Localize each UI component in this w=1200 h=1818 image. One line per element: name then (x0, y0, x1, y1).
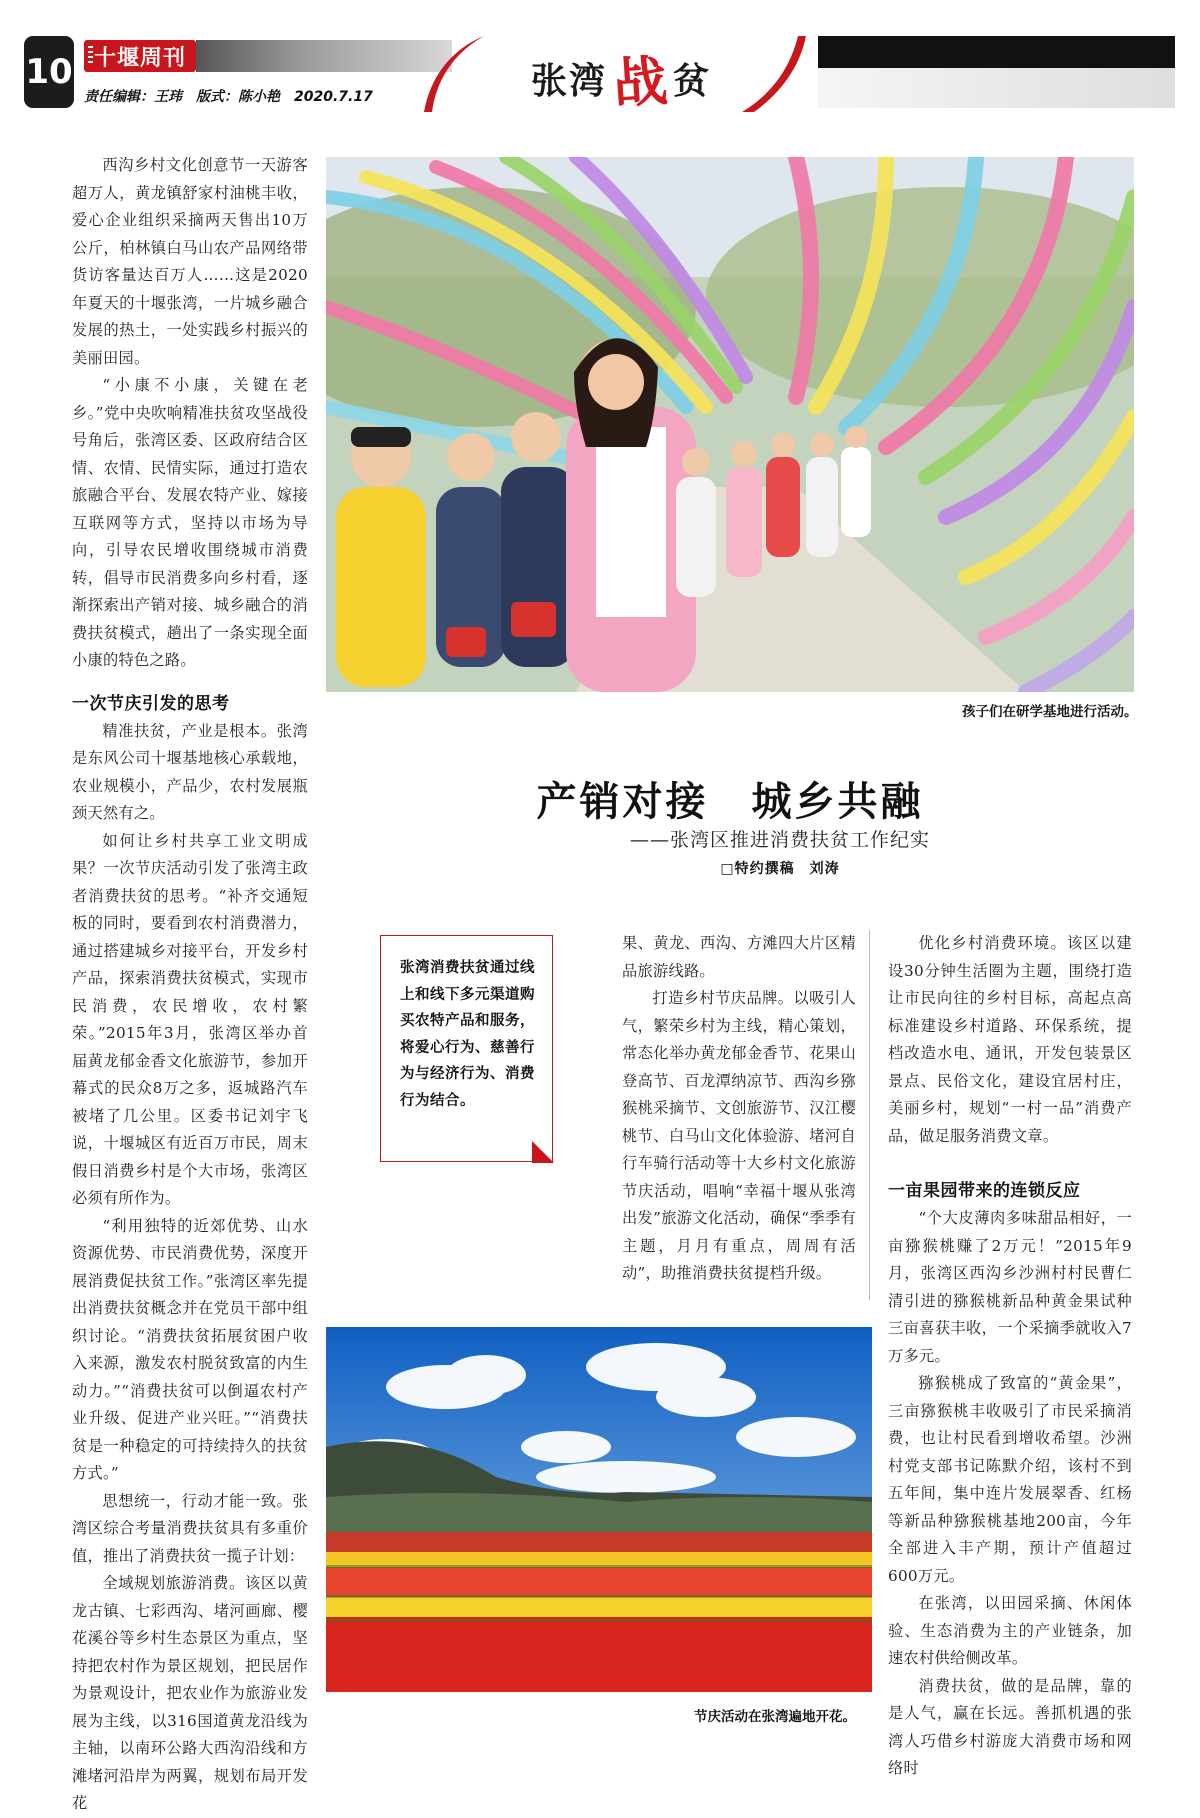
column-divider (869, 930, 870, 1300)
paragraph: 精准扶贫，产业是根本。张湾是东风公司十堰基地核心承载地，农业规模小，产品少，农村发展瓶颈天然有之。 (72, 721, 308, 822)
publication-name: 十堰周刊 (93, 44, 186, 71)
tulip-scene (326, 1327, 872, 1692)
paragraph: 全域规划旅游消费。该区以黄龙古镇、七彩西沟、堵河画廊、樱花溪谷等乡村生态景区为重点，坚持把农村作为景区规划，把民居作为景观设计，把农业作为旅游业发展为主线，以316国道黄龙沿线为主轴，以南环公路大西沟沿线和方滩堵河沿岸为两翼，规划布局开发花 (72, 1574, 308, 1812)
paragraph: 思想统一，行动才能一致。张湾区综合考量消费扶贫具有多重价值，推出了消费扶贫一揽子计划： (72, 1491, 308, 1565)
section-heading: 一亩果园带来的连锁反应 (888, 1181, 1081, 1201)
column-title-part1: 张湾 (530, 59, 607, 102)
column-title (520, 47, 720, 116)
logo-stripes (88, 46, 93, 66)
photo-children-pinwheels (326, 157, 1134, 692)
header-band-left (196, 40, 452, 72)
paragraph: 果、黄龙、西沟、方滩四大片区精品旅游线路。 (622, 934, 856, 980)
header-band-right (818, 36, 1175, 110)
column-title-part3: 贫 (673, 59, 710, 102)
red-swoosh-left-icon (422, 34, 492, 114)
paragraph: 消费扶贫，做的是品牌，靠的是人气，赢在长远。善抓机遇的张湾人巧借乡村游庞大消费市场和网络时 (888, 1676, 1132, 1777)
header-band-light (818, 68, 1175, 108)
article-headline: 产销对接 城乡共融 (536, 778, 924, 825)
text-column-3 (888, 930, 1132, 1783)
header-band-dark (818, 36, 1175, 68)
paragraph: 如何让乡村共享工业文明成果？一次节庆活动引发了张湾主政者消费扶贫的思考。“补齐交通短板的同时，要看到农村消费潜力，通过搭建城乡对接平台，开发乡村产品，探索消费扶贫模式，实现市民消费，农民增收，农村繁荣。”2015年3月，张湾区举办首届黄龙郁金香文化旅游节，参加开幕式的民众8万之多，返城路汽车被堵了几公里。区委书记刘宇飞说，十堰城区有近百万市民，周末假日消费乡村是个大市场，张湾区必须有所作为。 (72, 831, 308, 1207)
paragraph: 优化乡村消费环境。该区以建设30分钟生活圈为主题，围绕打造让市民向往的乡村目标，高起点高标准建设乡村道路、环保系统，提档改造水电、通讯，开发包装景区景点、民俗文化，建设宜居村庄，美丽乡村，规划“一村一品”消费产品，做足服务消费文章。 (888, 934, 1132, 1145)
paragraph: “小康不小康，关键在老乡。”党中央吹响精准扶贫攻坚战役号角后，张湾区委、区政府结合区情、农情、民情实际，通过打造农旅融合平台、发展农特产业、嫁接互联网等方式，坚持以市场为导向，引导农民增收围绕城市消费转，倡导市民消费多向乡村看，逐渐探索出产销对接、城乡融合的消费扶贫模式，趟出了一条实现全面小康的特色之路。 (72, 376, 308, 669)
pull-quote-text: 张湾消费扶贫通过线上和线下多元渠道购买农特产品和服务，将爱心行为、慈善行为与经济行为、消费行为结合。 (400, 959, 535, 1109)
pinwheel-scene (326, 157, 1134, 692)
page-number: 10 (24, 36, 74, 108)
pull-quote-fold-corner (532, 1141, 554, 1163)
text-column-1 (72, 152, 308, 1818)
editor-credits: 责任编辑：王玮 版式：陈小艳 2020.7.17 (84, 89, 373, 105)
photo-tulip-field (326, 1327, 872, 1692)
text-column-2 (622, 930, 856, 1288)
section-heading: 一次节庆引发的思考 (72, 693, 230, 714)
paragraph: “利用独特的近郊优势、山水资源优势、市民消费优势，深度开展消费促扶贫工作。”张湾区率先提出消费扶贫概念并在党员干部中组织讨论。“消费扶贫拓展贫困户收入来源，激发农村脱贫致富的内生动力。”“消费扶贫可以倒逼农村产业升级、促进产业兴旺。”“消费扶贫是一种稳定的可持续持久的扶贫方式。” (72, 1216, 308, 1482)
red-swoosh-right-icon (738, 34, 808, 114)
article-subheadline: ——张湾区推进消费扶贫工作纪实 (629, 829, 930, 851)
column-title-part2: 战 (611, 47, 670, 116)
photo1-caption: 孩子们在研学基地进行活动。 (962, 704, 1138, 720)
article-byline: □特约撰稿 刘涛 (720, 861, 840, 877)
paragraph: “个大皮薄肉多味甜品相好，一亩猕猴桃赚了2万元！”2015年9月，张湾区西沟乡沙洲村村民曹仁清引进的猕猴桃新品种黄金果试种三亩喜获丰收，一个采摘季就收入7万多元。 (888, 1209, 1132, 1365)
paragraph: 西沟乡村文化创意节一天游客超万人，黄龙镇舒家村油桃丰收，爱心企业组织采摘两天售出10万公斤，柏林镇白马山农产品网络带货访客量达百万人……这是2020年夏天的十堰张湾，一片城乡融合发展的热土，一处实践乡村振兴的美丽田园。 (72, 156, 308, 367)
paragraph: 在张湾，以田园采摘、休闲体验、生态消费为主的产业链条，加速农村供给侧改革。 (888, 1594, 1132, 1667)
paragraph: 打造乡村节庆品牌。以吸引人气，繁荣乡村为主线，精心策划，常态化举办黄龙郁金香节、花果山登高节、百龙潭纳凉节、西沟乡猕猴桃采摘节、文创旅游节、汉江樱桃节、白马山文化体验游、堵河自行车骑行活动等十大乡村文化旅游节庆活动，唱响“幸福十堰从张湾出发”旅游文化活动，确保“季季有主题，月月有重点，周周有活动”，助推消费扶贫提档升级。 (622, 989, 856, 1282)
photo2-caption: 节庆活动在张湾遍地开花。 (694, 1709, 856, 1725)
publication-logo (84, 40, 196, 72)
paragraph: 猕猴桃成了致富的“黄金果”，三亩猕猴桃丰收吸引了市民采摘消费，也让村民看到增收希望。沙洲村党支部书记陈默介绍，该村不到五年间，集中连片发展翠香、红杨等新品种猕猴桃基地200亩，今年全部进入丰产期，预计产值超过600万元。 (888, 1374, 1132, 1585)
